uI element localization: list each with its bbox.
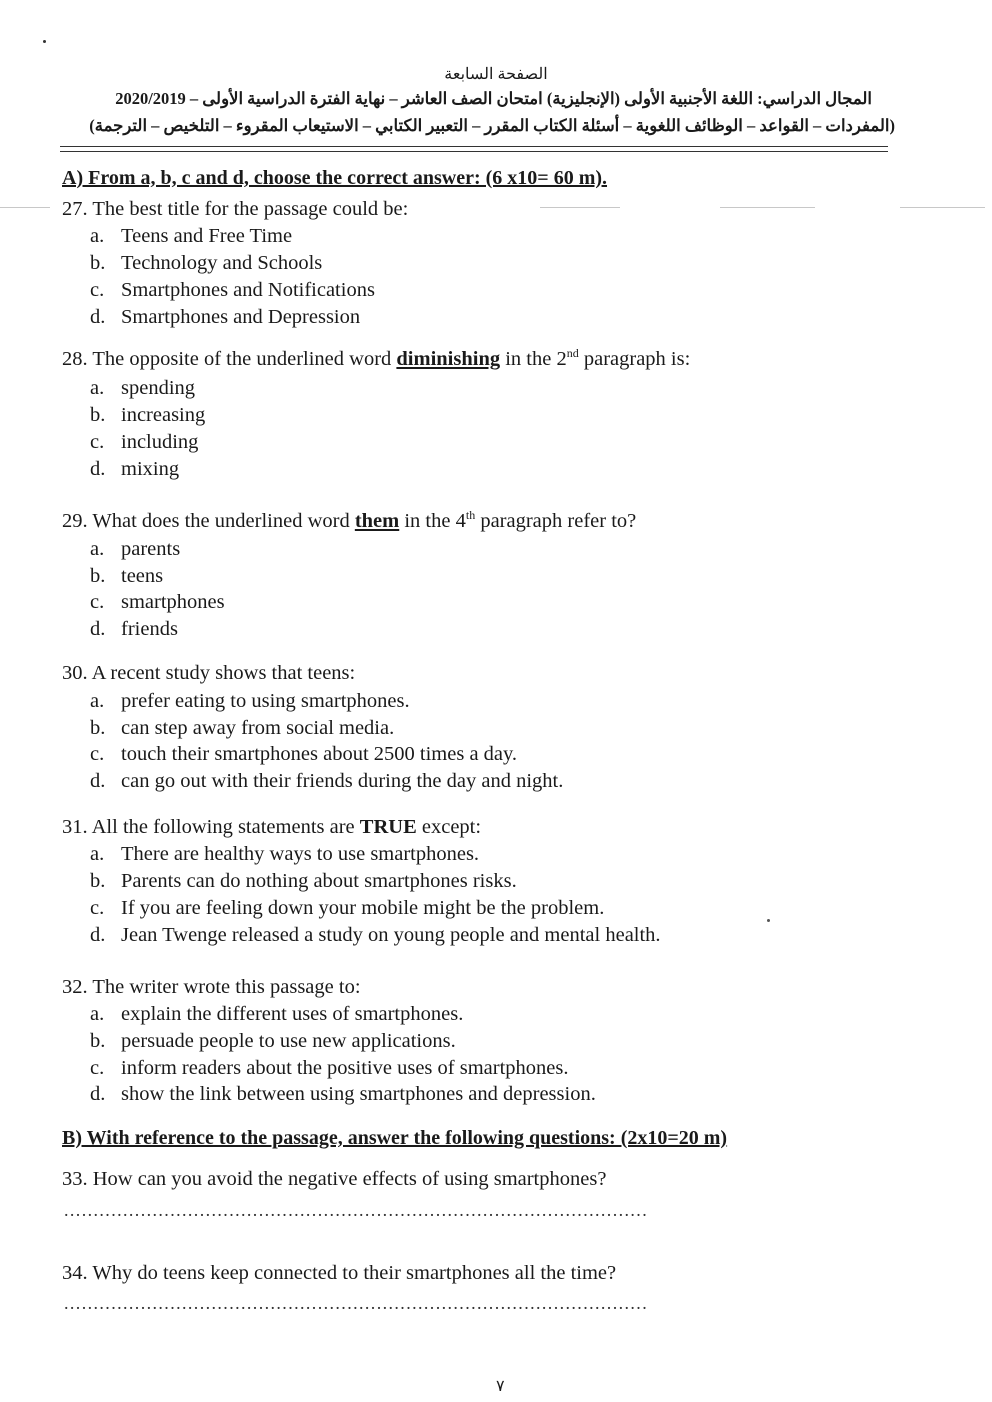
scan-speck <box>767 919 770 922</box>
section-b-title: B) With reference to the passage, answer the following questions: (2x10=20 m) <box>62 1127 728 1149</box>
option-b: b. persuade people to use new applications. <box>90 1030 456 1052</box>
page-label: الصفحة السابعة <box>444 66 548 83</box>
option-c: c. including <box>90 431 199 453</box>
question-number: 27. <box>62 198 88 220</box>
scan-line <box>720 207 815 208</box>
answer-line[interactable]: ................................................................................................... <box>64 1200 649 1220</box>
emphasis-word: TRUE <box>359 816 417 838</box>
page-number: ٧ <box>496 1378 505 1395</box>
question-30: 30. A recent study shows that teens: <box>62 662 356 684</box>
option-d: d. can go out with their friends during the day and night. <box>90 770 564 792</box>
question-28: 28. The opposite of the underlined word diminishing in the 2nd paragraph is: <box>62 346 691 370</box>
option-d: d. Jean Twenge released a study on young people and mental health. <box>90 924 661 946</box>
question-33: 33. How can you avoid the negative effects of using smartphones? <box>62 1168 607 1190</box>
underlined-word: them <box>354 510 400 532</box>
option-b: b. teens <box>90 565 164 587</box>
header-divider <box>60 146 888 152</box>
question-34: 34. Why do teens keep connected to their smartphones all the time? <box>62 1262 617 1284</box>
option-b: b. can step away from social media. <box>90 717 395 739</box>
option-b: b. increasing <box>90 404 206 426</box>
option-a: a. parents <box>90 538 181 560</box>
section-a-title: A) From a, b, c and d, choose the correct answer: (6 x10= 60 m). <box>62 167 608 189</box>
scan-line <box>540 207 620 208</box>
option-c: c. touch their smartphones about 2500 times a day. <box>90 743 518 765</box>
scan-line <box>900 207 985 208</box>
scan-speck <box>43 40 46 43</box>
option-d: d. mixing <box>90 458 180 480</box>
option-c: c. inform readers about the positive uses of smartphones. <box>90 1057 569 1079</box>
option-c: c. smartphones <box>90 591 225 613</box>
question-31: 31. All the following statements are TRUE except: <box>62 816 482 838</box>
scan-line <box>0 207 50 208</box>
option-a: a. prefer eating to using smartphones. <box>90 690 410 712</box>
question-29: 29. What does the underlined word them in the 4th paragraph refer to? <box>62 508 637 532</box>
answer-line[interactable]: ................................................................................................... <box>64 1293 649 1313</box>
question-27 <box>62 198 408 221</box>
question-32: 32. The writer wrote this passage to: <box>62 976 361 998</box>
option-b: b. Technology and Schools <box>90 252 323 274</box>
option-a: a. There are healthy ways to use smartphones. <box>90 843 480 865</box>
option-d: d. show the link between using smartphones and depression. <box>90 1083 596 1105</box>
underlined-word: diminishing <box>396 348 501 370</box>
option-a: a. explain the different uses of smartphones. <box>90 1003 464 1025</box>
option-b: b. Parents can do nothing about smartphones risks. <box>90 870 517 892</box>
option-d: d. Smartphones and Depression <box>90 306 361 328</box>
option-d: d. friends <box>90 618 178 640</box>
subject-line: المجال الدراسي: اللغة الأجنبية الأولى (الإنجليزية) امتحان الصف العاشر – نهاية الفترة الدراسية الأولى – 2020/2019 <box>115 89 872 108</box>
option-a: a. spending <box>90 377 196 399</box>
option-c: c. If you are feeling down your mobile might be the problem. <box>90 897 605 919</box>
question-text: The best title for the passage could be: <box>92 198 409 220</box>
skills-line: (المفردات – القواعد – الوظائف اللغوية – أسئلة الكتاب المقرر – التعبير الكتابي – الاستيعاب المقروء – التلخيص – الترجمة) <box>89 116 895 135</box>
option-a: a. Teens and Free Time <box>90 225 293 247</box>
option-c: c. Smartphones and Notifications <box>90 279 375 301</box>
